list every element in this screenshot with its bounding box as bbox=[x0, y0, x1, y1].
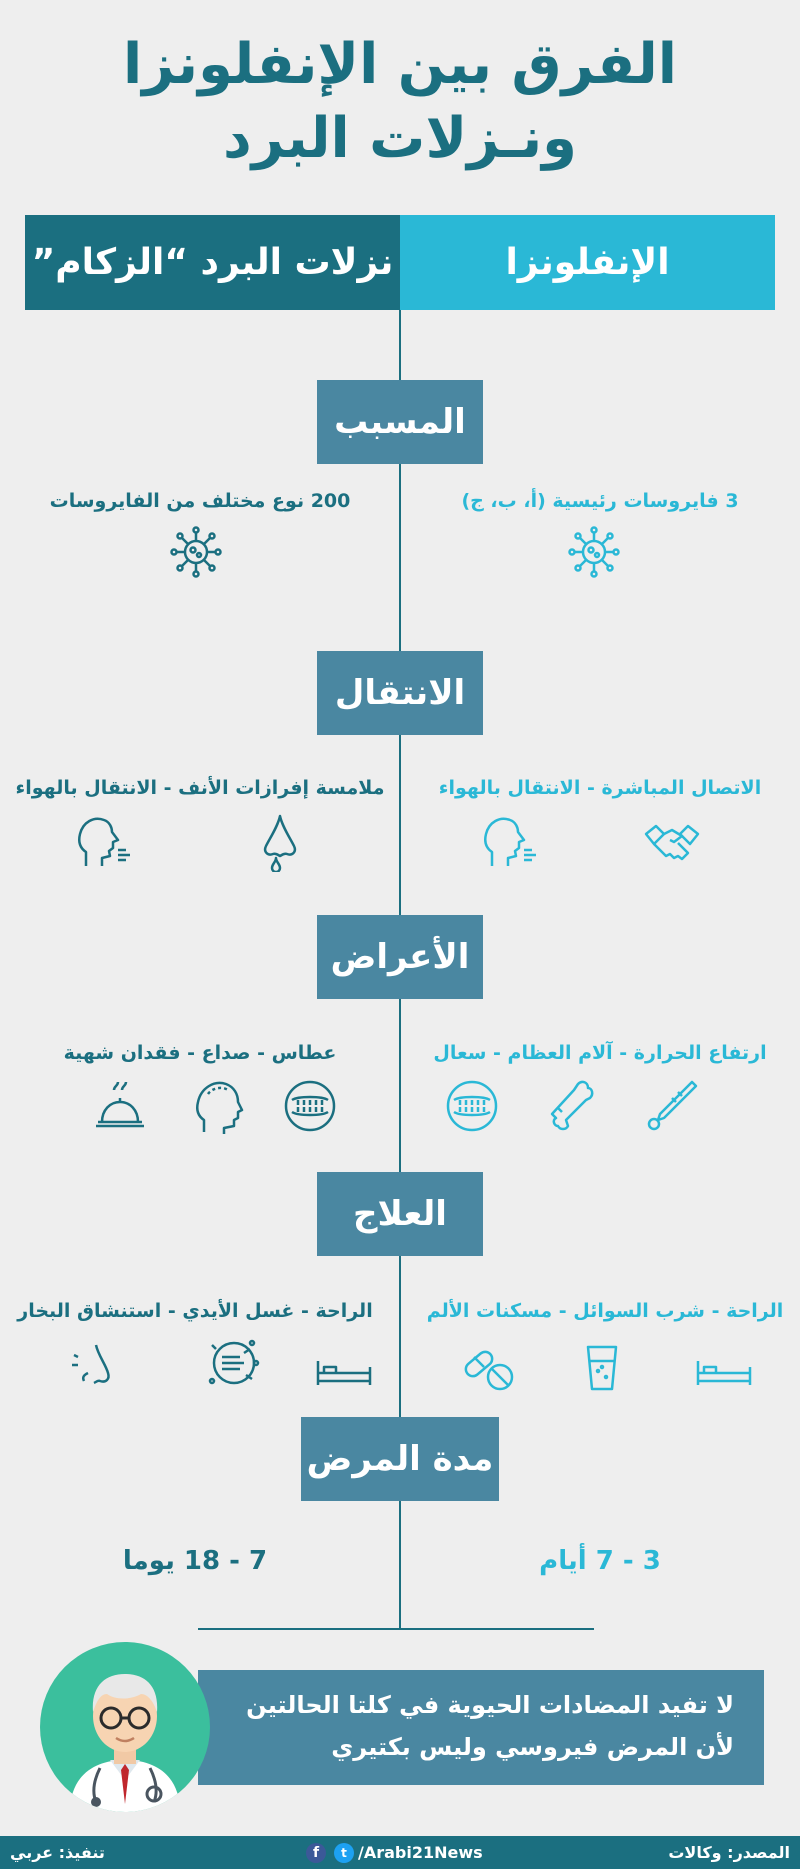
antibiotics-note bbox=[198, 1670, 764, 1785]
section-symptoms-label: الأعراض bbox=[317, 915, 483, 999]
cold-column-header: نزلات البرد “الزكام” bbox=[25, 215, 400, 310]
bottom-divider bbox=[198, 1628, 594, 1630]
twitter-icon[interactable]: t bbox=[334, 1843, 354, 1863]
page-title-line-2: ونـزلات البرد bbox=[223, 106, 577, 171]
note-line-1: لا تفيد المضادات الحيوية في كلتا الحالتين bbox=[246, 1691, 734, 1719]
footer-social-handle[interactable]: /Arabi21News bbox=[358, 1843, 483, 1862]
bed-icon bbox=[694, 1337, 754, 1397]
section-treatment-label: العلاج bbox=[317, 1172, 483, 1256]
handwash-icon bbox=[204, 1333, 264, 1393]
section-cause-label: المسبب bbox=[317, 380, 483, 464]
glass-icon bbox=[572, 1337, 632, 1397]
facebook-icon[interactable]: f bbox=[306, 1843, 326, 1863]
section-transmission-label: الانتقال bbox=[317, 651, 483, 735]
symptoms-cold-text: عطاس - صداع - فقدان شهية bbox=[63, 1042, 337, 1064]
cough-head-icon bbox=[74, 812, 134, 872]
doctor-avatar bbox=[40, 1642, 210, 1812]
bone-icon bbox=[538, 1076, 598, 1136]
head-icon bbox=[190, 1076, 250, 1136]
handshake-icon bbox=[642, 812, 702, 872]
cough-head-icon bbox=[480, 812, 540, 872]
treatment-flu-text: الراحة - شرب السوائل - مسكنات الألم bbox=[426, 1300, 784, 1322]
note-line-2: لأن المرض فيروسي وليس بكتيري bbox=[331, 1733, 734, 1761]
thermometer-icon bbox=[642, 1076, 702, 1136]
virus-icon bbox=[166, 522, 226, 582]
transmission-flu-text: الاتصال المباشرة - الانتقال بالهواء bbox=[438, 777, 762, 799]
virus-icon bbox=[564, 522, 624, 582]
cause-flu-text: 3 فايروسات رئيسية (أ، ب، ج) bbox=[461, 490, 739, 512]
pills-icon bbox=[458, 1337, 518, 1397]
footer-credit: تنفيذ: عربي bbox=[10, 1843, 105, 1862]
section-duration-label: مدة المرض bbox=[301, 1417, 499, 1501]
nose-icon bbox=[66, 1337, 126, 1397]
flu-column-header: الإنفلونزا bbox=[400, 215, 775, 310]
page-title-line-1: الفرق بين الإنفلونزا bbox=[123, 32, 677, 97]
footer-bar bbox=[0, 1836, 800, 1869]
nose-drip-icon bbox=[250, 812, 310, 872]
duration-flu-text: 3 - 7 أيام bbox=[539, 1546, 661, 1576]
bed-icon bbox=[314, 1337, 374, 1397]
symptoms-flu-text: ارتفاع الحرارة - آلام العظام - سعال bbox=[433, 1042, 767, 1064]
mouth-icon bbox=[442, 1076, 502, 1136]
food-cloche-icon bbox=[90, 1076, 150, 1136]
mouth-icon bbox=[280, 1076, 340, 1136]
duration-cold-text: 7 - 18 يوما bbox=[122, 1546, 268, 1576]
footer-source: المصدر: وكالات bbox=[668, 1843, 790, 1862]
treatment-cold-text: الراحة - غسل الأيدي - استنشاق البخار bbox=[17, 1300, 373, 1322]
transmission-cold-text: ملامسة إفرازات الأنف - الانتقال بالهواء bbox=[15, 777, 385, 799]
cause-cold-text: 200 نوع مختلف من الفايروسات bbox=[49, 490, 351, 512]
